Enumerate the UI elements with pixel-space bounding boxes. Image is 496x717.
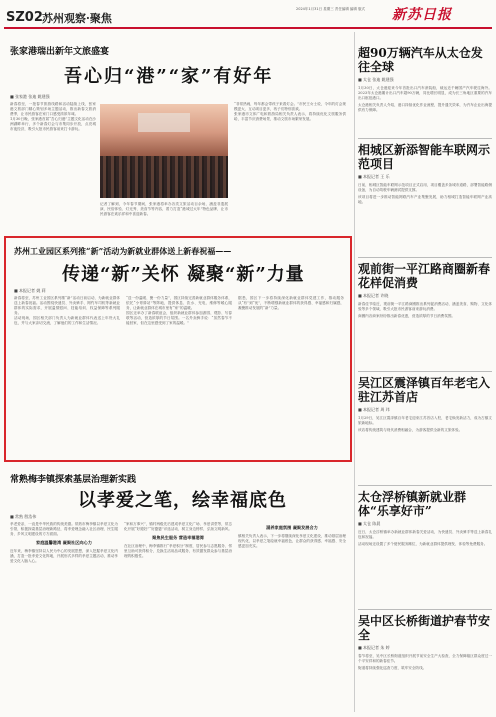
top-story-para: 张家港市文体广电和旅游局相关负责人表示，将持续优化文旅服务供给，丰富节庆消费场景，推动文旅市场繁荣发展。 [234,112,346,121]
right-story-byline: ■ 本报记者 许晓 [358,293,389,298]
right-story-headline: 太仓浮桥镇新就业群体“乐享好市” [358,490,467,518]
top-story [4,32,352,232]
left-column [4,32,352,232]
factory-story-headline: 传递“新”关怀 凝聚“新”力量 [62,264,305,285]
column-divider [354,32,355,712]
right-column [358,32,492,714]
right-story-para: 该项目将进一步推动智能网联汽车产业集聚发展，助力相城打造智能车联网产业高地。 [358,195,492,204]
bottom-story [4,468,352,712]
top-story-col2 [100,202,228,232]
right-story-para: 1月30日，太仓港迎来今年首批出口汽车滚装船，载运近千辆国产汽车驶往海外。2023年太仓港累计出口汽车超90万辆，同比增长明显，成为长三角地区重要的汽车出口枢纽港口。 [358,86,492,100]
right-story-byline: ■ 太仓 陈晨 [358,521,381,526]
right-story-para: 近日，太仓浮桥镇举办新就业群体新春关爱活动，为快递员、外卖骑手等送上新春礼包和祝福。 [358,530,492,539]
bottom-story-para: 近年来，梅李镇坚持以人民为中心的发展思想，深入挖掘孝爱文化内涵，打造一批孝爱文化阵地，开展形式多样的孝爱主题活动，推动孝爱文化入脑入心。 [10,549,118,563]
page-number: SZ02 [6,10,43,25]
masthead [0,0,496,28]
factory-story-body [14,296,344,456]
photo-crowd-at-fair [100,104,228,198]
right-story-headline: 吴江区震泽镇百年老宅入驻江苏首店 [358,376,491,404]
factory-story-kicker: 苏州工业园区系列推“新”活动为新就业群体送上新春祝福—— [14,246,232,256]
right-story-para: 该店将传统建筑与现代消费相融合，为游客提供全新的文旅体验。 [358,428,463,432]
right-story [358,376,492,481]
right-story-para: 春节将至，吴中区长桥街道组织开展节前安全生产大检查，全力保障辖区群众度过一个平安祥和的新春佳节。 [358,654,492,663]
factory-story-para: “送一份温暖、聚一份力量”，园区持续完善新就业群体服务体系，依托“小哥驿站”等阵地，提供休息、饮水、充电、维修等暖心服务，让新就业群体在城市里有“家”的温暖。 [126,296,232,310]
bottom-subhead: 聚焦民生服务 营造幸福港湾 [152,535,204,540]
factory-story-para: 园区还举办了新春联谊会，组织新就业群体参加游园、观影、写春联等活动，营造浓厚的节日氛围。一名外卖骑手说：“虽然春节不能回家，但在这里感受到了家的温暖。” [126,311,232,325]
factory-story-para: 据悉，园区下一步将持续深化新就业群体党建工作，推动服务从“有”到“优”，不断增强新就业群体的获得感、幸福感和归属感，凝聚推动发展的“新”力量。 [238,296,344,310]
top-story-col1 [10,102,96,230]
right-story-para: 活动现场还设置了多个便民服务摊位，为新就业群体提供理发、体检等免费服务。 [358,542,488,546]
right-story-headline: 相城区新添智能车联网示范项目 [358,143,491,171]
right-story [358,143,492,253]
bottom-story-body [10,522,346,710]
bottom-subhead: 家庭温馨港湾 凝聚社区向心力 [36,540,92,545]
newspaper-logo: 新苏日报 [392,7,452,23]
bottom-story-headline: 以孝爱之笔，绘幸福底色 [78,490,287,511]
right-story-para: 新春佳节临近，观前街一平江路商圈推出系列促消费活动，涵盖美食、购物、文化体验等多个领域，吸引大批市民游客前来游玩消费。 [358,302,492,311]
separator [358,257,492,258]
bottom-story-kicker: 常熟梅李镇探索基层治理新实践 [10,475,137,485]
bottom-subhead: 涵养家庭氛围 凝聚发展合力 [266,525,318,530]
date-info: 2024年1月31日 星期三 责任编辑 编辑 版式 [296,7,366,11]
right-story [358,32,492,134]
top-story-para: 新春将至，一批春节旅游线路和活动陆续上线，张家港文旅部门精心策划多场主题活动，推出新春文旅消费季，让市民游客在家门口感受浓浓年味。 [10,102,96,116]
top-story-headline: 吾心归“港”“家”有好年 [64,66,274,87]
bottom-story-para: 镇相关负责人表示，下一步将继续深化孝爱文化建设，推动基层治理现代化，以孝爱之笔绘就幸福底色，让群众的获得感、幸福感、安全感更加充实。 [238,534,346,548]
masthead-rule [4,27,492,29]
bottom-story-byline: ■ 常熟 殷浩伟 [10,514,37,519]
bottom-story-para: “家和万事兴”，镇村两级先后建成孝爱文化广场、孝爱讲堂等，常态化开展“好媳妇”“好婆婆”评选活动，树立身边榜样，弘扬文明新风。 [124,522,232,531]
top-story-para: “非常热闹，每年都会带孩子来看灯会。”市民王女士说，今年的灯会规模更大、互动项目更多，孩子们特别喜欢。 [234,102,346,111]
bottom-story-para: 在社区治理中，梅李镇推行“孝爱积分”制度，居民参与志愿服务、邻里互助可获得积分，兑换生活用品或服务，有效激发群众参与基层治理的积极性。 [124,544,232,558]
top-story-kicker: 张家港瑞出新年文旅盛宴 [10,47,110,57]
separator [358,485,492,486]
highlighted-story [4,236,352,462]
right-story-byline: ■ 太仓 张迪 姚建强 [358,77,394,82]
right-story-para: 日前，相城区智能车联网示范项目正式启用，项目覆盖多条城市道路，部署智能路侧设备，为自动驾驶车辆测试提供支撑。 [358,183,492,192]
factory-story-para: 新春将至，苏州工业园区系列推“新”活动日前启动，为新就业群体送上新春祝福。活动围绕快递员、外卖骑手、网约车司机等新就业群体的实际需求，开展温情慰问、技能培训、权益保障等系列服务。 [14,296,120,315]
right-story-para: 太仓港相关负责人介绍，港口持续优化作业流程，提升通关效率，为汽车企业出海提供有力保障。 [358,103,492,112]
top-story-col3 [234,102,346,230]
right-story-headline: 吴中区长桥街道护春节安全 [358,614,491,642]
separator [358,371,492,372]
factory-story-para: 活动现场，园区相关部门负责人为新就业群体代表送上年货大礼包，并与大家亲切交流，了解他们的工作和生活情况。 [14,316,120,325]
right-story-byline: ■ 本报记者 朱 婷 [358,645,390,650]
right-story-byline: ■ 本报记者 王 乐 [358,174,390,179]
right-story-para: 1月29日，吴江区震泽镇百年老宅迎来江苏首店入驻，老宅焕发新活力，成为古镇文旅新地标。 [358,416,492,425]
top-story-para: 1月30日晚，张家港首届“吾心归港”主题文化活动在沙洲湖畔举行，多个新春灯会与市集同步开放，点亮城市夜经济，吸引大批市民游客前来打卡游玩。 [10,117,96,131]
right-story [358,614,492,714]
right-story-para: 商圈内各商家纷纷推出新春优惠，营造浓厚的节日消费氛围。 [358,314,456,318]
right-story-headline: 超90万辆汽车从太仓发往全球 [358,46,483,74]
factory-story-byline: ■ 本报记者 姚 莉 [14,288,46,293]
separator [358,609,492,610]
section-title: 苏州观察·聚焦 [42,12,112,25]
right-story-para: 街道将持续强化巡查力度，筑牢安全防线。 [358,666,427,670]
right-story-byline: ■ 本报记者 周 玮 [358,407,390,412]
right-story [358,262,492,367]
right-story [358,490,492,605]
separator [358,138,492,139]
top-story-byline: ■ 张家港 张迪 姚建强 [10,94,50,99]
right-story-headline: 观前街一平江路商圈新春花样促消费 [358,262,491,290]
bottom-story-para: 孝老爱亲，一直是中华民族的传统美德。常熟市梅李镇以孝爱文化为引领，积极探索基层治理新路径，将孝爱理念融入社区治理、民生服务、乡风文明建设的方方面面。 [10,522,118,536]
top-story-para: 记者了解到，今年春节期间，张家港将举办各类文旅活动百余场，涵盖非遗展演、民俗体验、灯光秀、美食节等内容，着力打造“港城过大年”特色品牌，让市民游客在欢乐祥和中喜迎新春。 [100,202,228,216]
